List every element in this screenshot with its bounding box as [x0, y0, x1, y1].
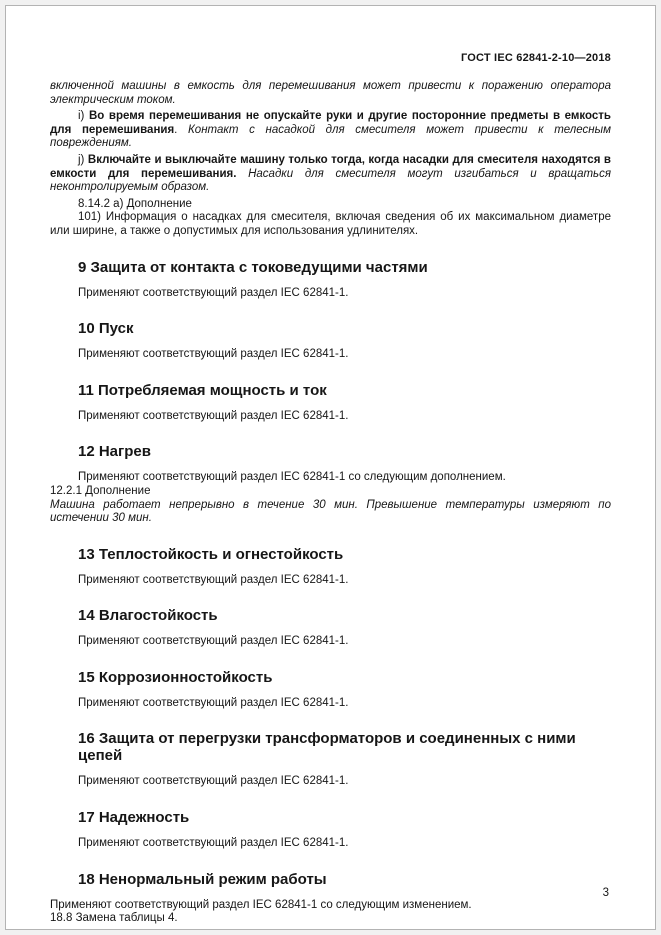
warning-i-separator: . [174, 123, 189, 136]
warning-j-separator [236, 168, 248, 180]
warning-i-label: i) [78, 110, 89, 123]
section-17-heading: 17 Надежность [78, 809, 190, 827]
section-13-heading: 13 Теплостойкость и огнестойкость [78, 545, 344, 563]
warning-j-label: j) [78, 153, 88, 166]
amendment-8-14-2-label: 8.14.2 a) Дополнение [78, 197, 192, 210]
section-15-heading: 15 Коррозионностойкость [78, 668, 273, 686]
warning-item-j [50, 154, 611, 195]
section-9-body: Применяют соответствующий раздел IEC 62841-1. [78, 286, 349, 299]
section-10-heading: 10 Пуск [78, 320, 134, 338]
section-12-body: Применяют соответствующий раздел IEC 62841-1 со следующим дополнением. [78, 471, 506, 484]
section-17-body: Применяют соответствующий раздел IEC 62841-1. [78, 837, 349, 850]
section-16-body: Применяют соответствующий раздел IEC 62841-1. [78, 775, 349, 788]
warning-j-note: Насадки для смесителя могут изгибаться и вращаться неконтролируемым образом. [50, 167, 611, 194]
section-18-heading: 18 Ненормальный режим работы [78, 870, 327, 888]
paragraph-continuation: включенной машины в емкость для перемешивания может привести к поражению оператора электрическим током. [50, 80, 611, 106]
section-12-amendment-text: Машина работает непрерывно в течение 30 мин. Превышение температуры измеряют по истечении 30 мин. [50, 498, 611, 525]
section-12-amendment-label: 12.2.1 Дополнение [50, 484, 151, 497]
warning-item-i [50, 110, 611, 151]
section-14-body: Применяют соответствующий раздел IEC 62841-1. [78, 635, 349, 648]
warning-i-note: Контакт с насадкой для смесителя может привести к телесным повреждениям. [50, 123, 611, 150]
page-sheet [5, 5, 656, 930]
warning-i-bold-text: Во время перемешивания не опускайте руки и другие посторонние предметы в емкость для перемешивания [50, 110, 611, 136]
warning-j-bold-text: Включайте и выключайте машину только тогда, когда насадки для смесителя находятся в емкости для перемешивания. [50, 153, 611, 180]
amendment-item-101: 101) Информация о насадках для смесителя, включая сведения об их максимальном диаметре или ширине, а также о допустимых для использования удлинителях. [50, 211, 611, 237]
section-18-body: Применяют соответствующий раздел IEC 62841-1 со следующим изменением. [50, 898, 472, 911]
section-13-body: Применяют соответствующий раздел IEC 62841-1. [78, 573, 349, 586]
section-10-body: Применяют соответствующий раздел IEC 62841-1. [78, 348, 349, 361]
page-number: 3 [602, 887, 609, 899]
section-16-heading: 16 Защита от перегрузки трансформаторов и соединенных с ними цепей [78, 730, 576, 765]
section-15-body: Применяют соответствующий раздел IEC 62841-1. [78, 696, 349, 709]
section-11-heading: 11 Потребляемая мощность и ток [78, 381, 327, 399]
section-9-heading: 9 Защита от контакта с токоведущими частями [78, 258, 428, 276]
section-18-note: 18.8 Замена таблицы 4. [50, 912, 178, 925]
section-12-heading: 12 Нагрев [78, 443, 152, 461]
section-14-heading: 14 Влагостойкость [78, 607, 218, 625]
running-header: ГОСТ IEC 62841-2-10—2018 [460, 52, 611, 64]
section-11-body: Применяют соответствующий раздел IEC 62841-1. [78, 409, 349, 422]
